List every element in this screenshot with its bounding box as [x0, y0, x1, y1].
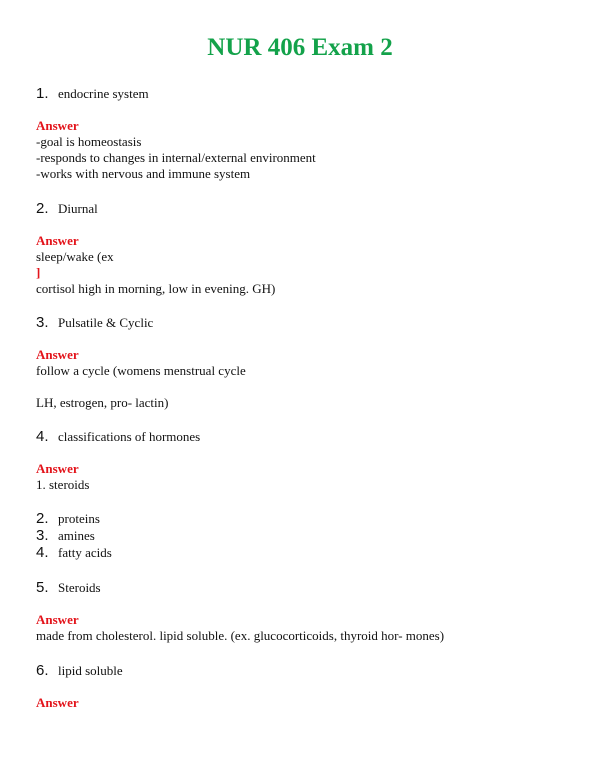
list-number: 2. — [36, 510, 49, 527]
question-4 — [36, 429, 200, 445]
question-number: 2. — [36, 200, 49, 217]
answer-label: Answer — [36, 695, 79, 710]
answer-line: cortisol high in morning, low in evening. GH) — [36, 281, 276, 296]
question-number: 1. — [36, 85, 49, 102]
question-2 — [36, 201, 98, 217]
list-text: proteins — [58, 511, 100, 526]
question-1 — [36, 86, 149, 102]
question-5 — [36, 580, 101, 596]
question-text: Steroids — [58, 580, 101, 595]
question-number: 5. — [36, 579, 49, 596]
answer-line: sleep/wake (ex — [36, 249, 114, 264]
list-item — [36, 511, 100, 527]
list-text: amines — [58, 528, 95, 543]
answer-label: Answer — [36, 347, 79, 362]
question-3 — [36, 315, 153, 331]
question-number: 6. — [36, 662, 49, 679]
answer-label: Answer — [36, 233, 79, 248]
answer-line: 1. steroids — [36, 477, 90, 492]
question-text: Diurnal — [58, 201, 98, 216]
answer-line: LH, estrogen, pro- lactin) — [36, 395, 169, 410]
page-title: NUR 406 Exam 2 — [207, 34, 393, 61]
answer-line: follow a cycle (womens menstrual cycle — [36, 363, 246, 378]
list-item — [36, 545, 112, 561]
question-text: endocrine system — [58, 86, 149, 101]
question-number: 4. — [36, 428, 49, 445]
question-text: Pulsatile & Cyclic — [58, 315, 154, 330]
list-number: 4. — [36, 544, 49, 561]
question-text: lipid soluble — [58, 663, 123, 678]
answer-line: -responds to changes in internal/external environment — [36, 150, 316, 165]
question-number: 3. — [36, 314, 49, 331]
list-number: 3. — [36, 527, 49, 544]
list-text: fatty acids — [58, 545, 112, 560]
list-item — [36, 528, 95, 544]
question-6 — [36, 663, 123, 679]
question-text: classifications of hormones — [58, 429, 201, 444]
answer-bracket: ] — [36, 265, 41, 280]
answer-label: Answer — [36, 612, 79, 627]
answer-line: -goal is homeostasis — [36, 134, 142, 149]
answer-label: Answer — [36, 461, 79, 476]
answer-line: -works with nervous and immune system — [36, 166, 251, 181]
answer-label: Answer — [36, 118, 79, 133]
answer-line: made from cholesterol. lipid soluble. (ex. glucocorticoids, thyroid hor- mones) — [36, 628, 445, 643]
